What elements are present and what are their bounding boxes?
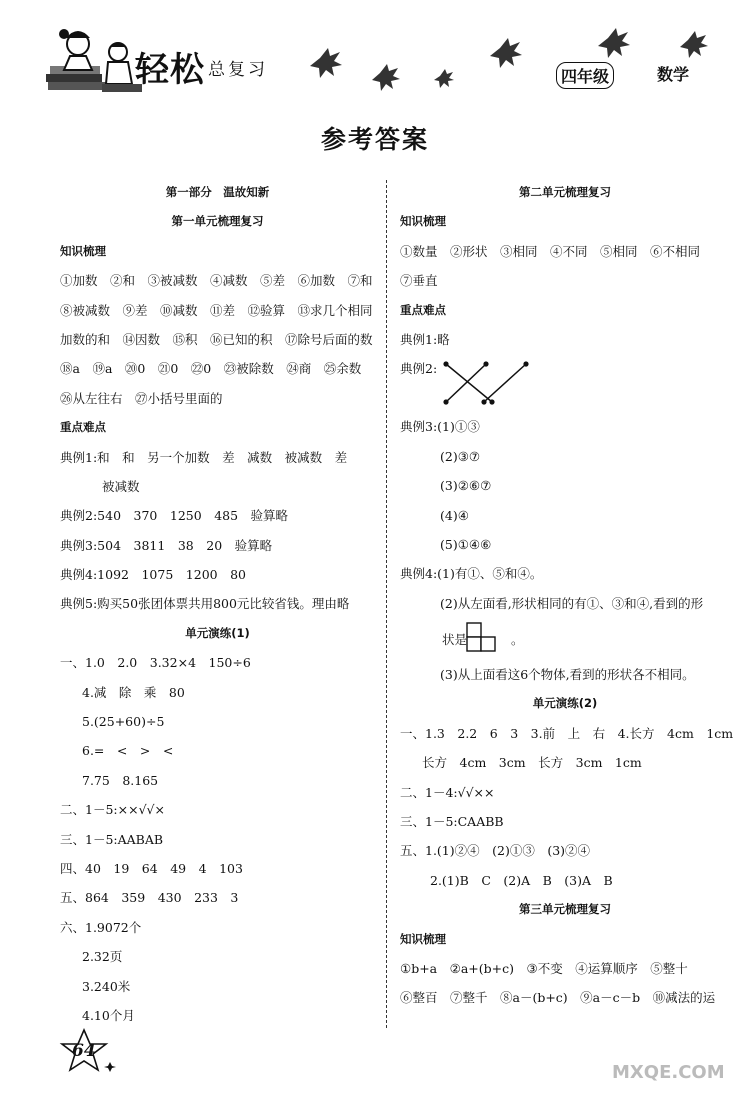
- answer-line: 3.240米: [82, 978, 131, 994]
- answer-line: ①b+a ②a+(b+c) ③不变 ④运算顺序 ⑤整十: [400, 960, 688, 976]
- answer-line: 典例2:540 370 1250 485 验算略: [60, 508, 289, 524]
- section-heading: 第三单元梳理复习: [519, 902, 611, 917]
- answer-line: 典例1:略: [400, 331, 450, 347]
- answer-line: 被减数: [102, 478, 140, 494]
- page-number-badge: [58, 1028, 120, 1076]
- answer-line: 典例3:(1)①③: [400, 419, 480, 435]
- block-shape-diagram: [466, 622, 510, 658]
- answer-line: 一、1.0 2.0 3.32×4 150÷6: [60, 655, 251, 671]
- answer-line: 长方 4cm 3cm 长方 3cm 1cm: [422, 755, 642, 771]
- answer-line: 4.减 除 乘 80: [82, 684, 185, 700]
- children-reading-illustration: [40, 22, 150, 102]
- example2-label: 典例2:: [400, 361, 438, 377]
- answer-line: 三、1－5:CAABB: [400, 814, 504, 830]
- answer-line: ㉖从左往右 ㉗小括号里面的: [60, 390, 223, 406]
- subheading: 知识梳理: [60, 243, 106, 258]
- answer-line: 6.= < > <: [82, 743, 174, 759]
- answer-line: (5)①④⑥: [440, 536, 492, 552]
- maple-leaves-decoration: [290, 18, 710, 108]
- answer-line: ⑦垂直: [400, 273, 438, 289]
- answer-line: 五、1.(1)②④ (2)①③ (3)②④: [400, 843, 591, 859]
- answer-line: 二、1－4:√√××: [400, 784, 495, 800]
- answer-line: 典例4:(1)有①、⑤和④。: [400, 566, 543, 582]
- answer-line: ①加数 ②和 ③被减数 ④减数 ⑤差 ⑥加数 ⑦和: [60, 273, 373, 289]
- answer-line: 五、864 359 430 233 3: [60, 890, 239, 906]
- answer-line: 2.(1)B C (2)A B (3)A B: [430, 872, 613, 888]
- perpendicular-lines-diagram: [438, 360, 548, 408]
- brand-subtitle: 总复习: [208, 60, 268, 80]
- answer-line: 加数的和 ⑭因数 ⑮积 ⑯已知的积 ⑰除号后面的数: [60, 331, 373, 347]
- answer-line: 典例4:1092 1075 1200 80: [60, 567, 247, 583]
- answer-line: 六、1.9072个: [60, 919, 142, 935]
- section-heading: 单元演练(1): [185, 625, 250, 640]
- answer-line: 4.10个月: [82, 1007, 135, 1023]
- shape-label: 状是 。: [442, 632, 524, 648]
- answer-line: ⑧被减数 ⑨差 ⑩减数 ⑪差 ⑫验算 ⑬求几个相同: [60, 302, 373, 318]
- shape-row: [400, 618, 730, 660]
- brand-title: 轻松: [135, 50, 205, 90]
- answer-line: 典例1:和 和 另一个加数 差 减数 被减数 差: [60, 449, 348, 465]
- answer-line: 三、1－5:AABAB: [60, 831, 164, 847]
- answer-line: 一、1.3 2.2 6 3 3.前 上 右 4.长方 4cm 1cm: [400, 725, 734, 741]
- page-title: 参考答案: [320, 125, 429, 154]
- answer-line: ①数量 ②形状 ③相同 ④不同 ⑤相同 ⑥不相同: [400, 243, 701, 259]
- answer-line: 7.75 8.165: [82, 772, 159, 788]
- answer-line: (3)②⑥⑦: [440, 478, 492, 494]
- subheading: 重点难点: [400, 302, 446, 317]
- section-heading: 第二单元梳理复习: [519, 185, 611, 199]
- right-column: [400, 178, 734, 1013]
- answer-line: 典例3:504 3811 38 20 验算略: [60, 537, 273, 553]
- answer-line: 四、40 19 64 49 4 103: [60, 860, 243, 876]
- answer-line: (2)从左面看,形状相同的有①、③和④,看到的形: [440, 595, 704, 611]
- subheading: 重点难点: [60, 420, 106, 435]
- column-divider: [386, 180, 387, 1028]
- answer-line: 5.(25+60)÷5: [82, 714, 165, 730]
- answer-line: (2)③⑦: [440, 448, 481, 464]
- answer-line: (4)④: [440, 507, 469, 523]
- answer-line: 典例5:购买50张团体票共用800元比较省钱。理由略: [60, 596, 350, 612]
- grade-label: 四年级: [556, 62, 614, 89]
- left-column: [60, 178, 375, 1030]
- section-heading: 第一部分 温故知新: [165, 185, 270, 199]
- example2-row: [400, 354, 730, 412]
- page-number: 64: [72, 1041, 96, 1061]
- answer-line: (3)从上面看这6个物体,看到的形状各不相同。: [440, 667, 695, 683]
- answer-line: ⑥整百 ⑦整千 ⑧a－(b+c) ⑨a－c－b ⑩减法的运: [400, 990, 716, 1006]
- section-heading: 单元演练(2): [532, 696, 598, 711]
- page-header: [0, 0, 750, 110]
- subheading: 知识梳理: [400, 214, 446, 229]
- answer-line: 二、1－5:××√√×: [60, 802, 165, 818]
- watermark-text: MXQE.COM: [612, 1062, 725, 1083]
- answer-line: ⑱a ⑲a ⑳0 ㉑0 ㉒0 ㉓被除数 ㉔商 ㉕余数: [60, 361, 362, 377]
- subheading: 知识梳理: [400, 931, 446, 946]
- section-heading: 第一单元梳理复习: [171, 214, 264, 229]
- subject-label: 数学: [657, 65, 690, 84]
- answer-line: 2.32页: [82, 949, 123, 965]
